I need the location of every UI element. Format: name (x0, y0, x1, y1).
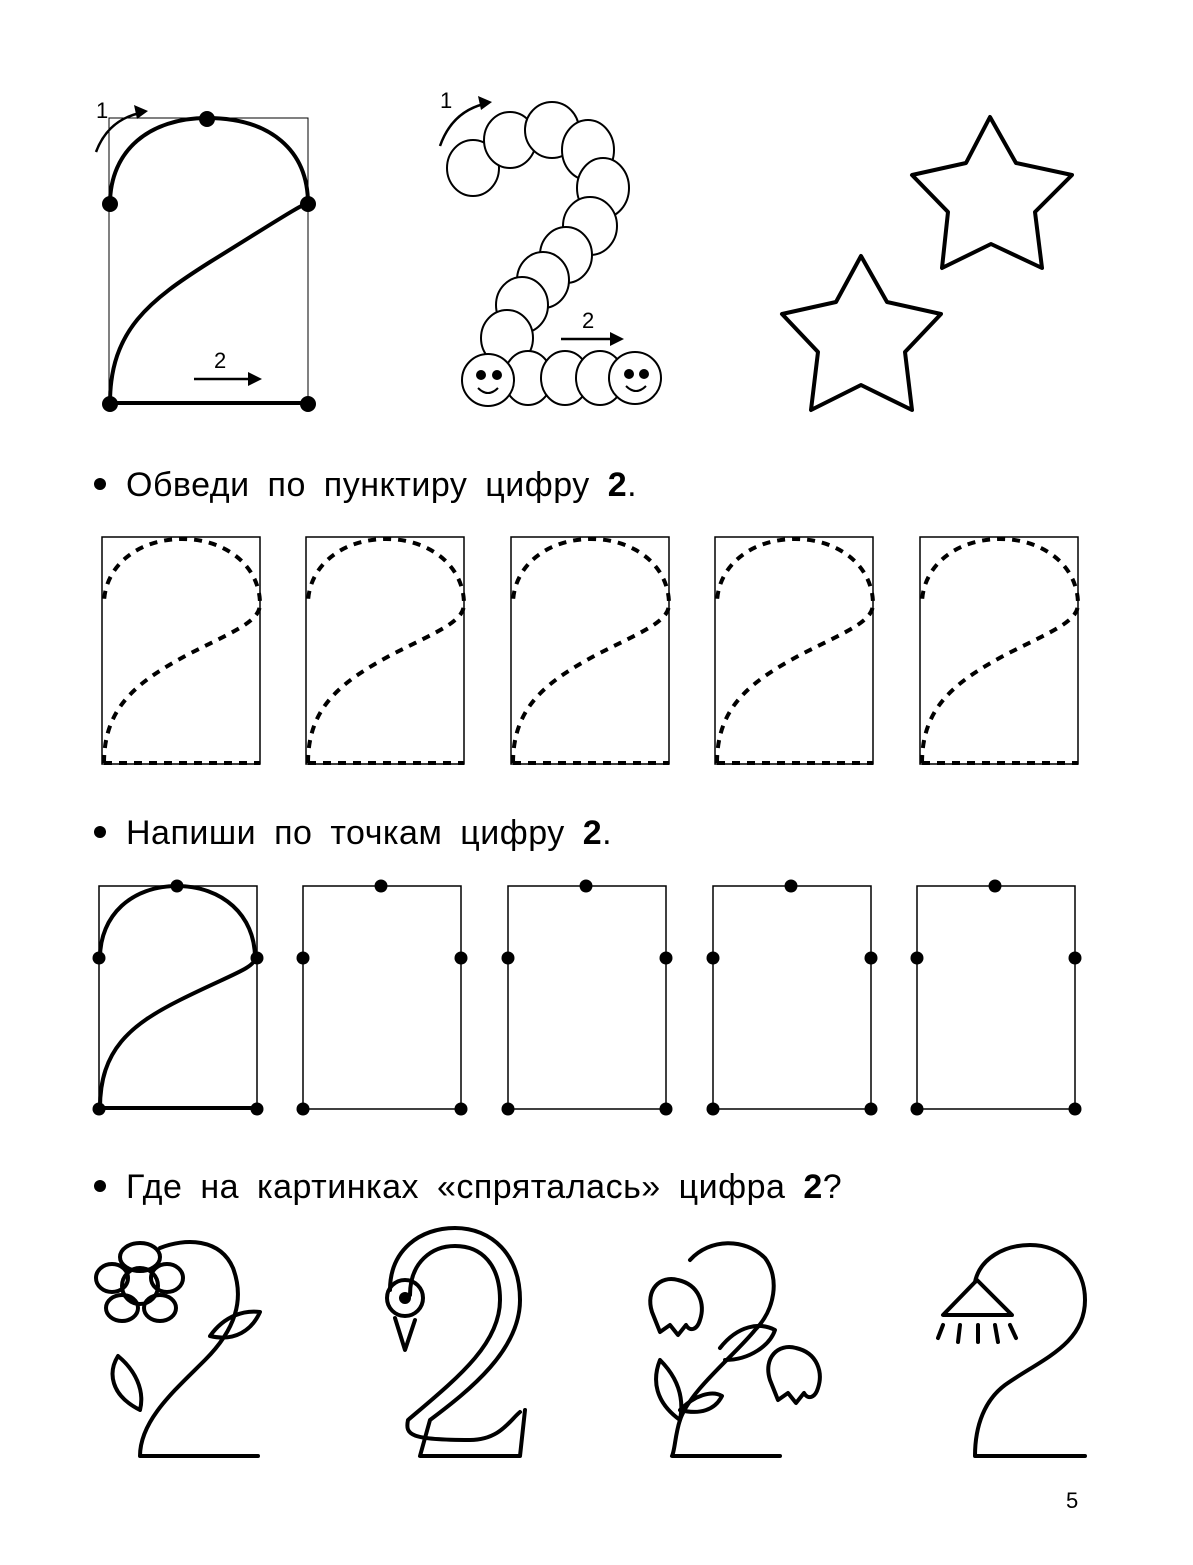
swan-two-picture (387, 1228, 525, 1456)
lamp-two-picture (938, 1245, 1085, 1456)
caterpillar-step2-label: 2 (582, 308, 595, 333)
step2-label: 2 (214, 348, 227, 373)
caterpillar-step1-label: 1 (440, 88, 453, 113)
task-hidden-heading: Где на картинках «спряталась» цифра 2? (94, 1168, 842, 1207)
bellflower-two-picture (650, 1243, 820, 1456)
step1-label: 1 (96, 98, 109, 123)
digit-highlight: 2 (607, 466, 628, 504)
task-dots-heading: Напиши по точкам цифру 2. (94, 814, 612, 853)
flower-two-picture (96, 1242, 260, 1456)
page-number: 5 (1066, 1488, 1079, 1513)
digit-highlight: 2 (803, 1168, 823, 1206)
task-trace-heading: Обведи по пунктиру цифру 2. (94, 466, 637, 505)
digit-highlight: 2 (582, 814, 603, 852)
